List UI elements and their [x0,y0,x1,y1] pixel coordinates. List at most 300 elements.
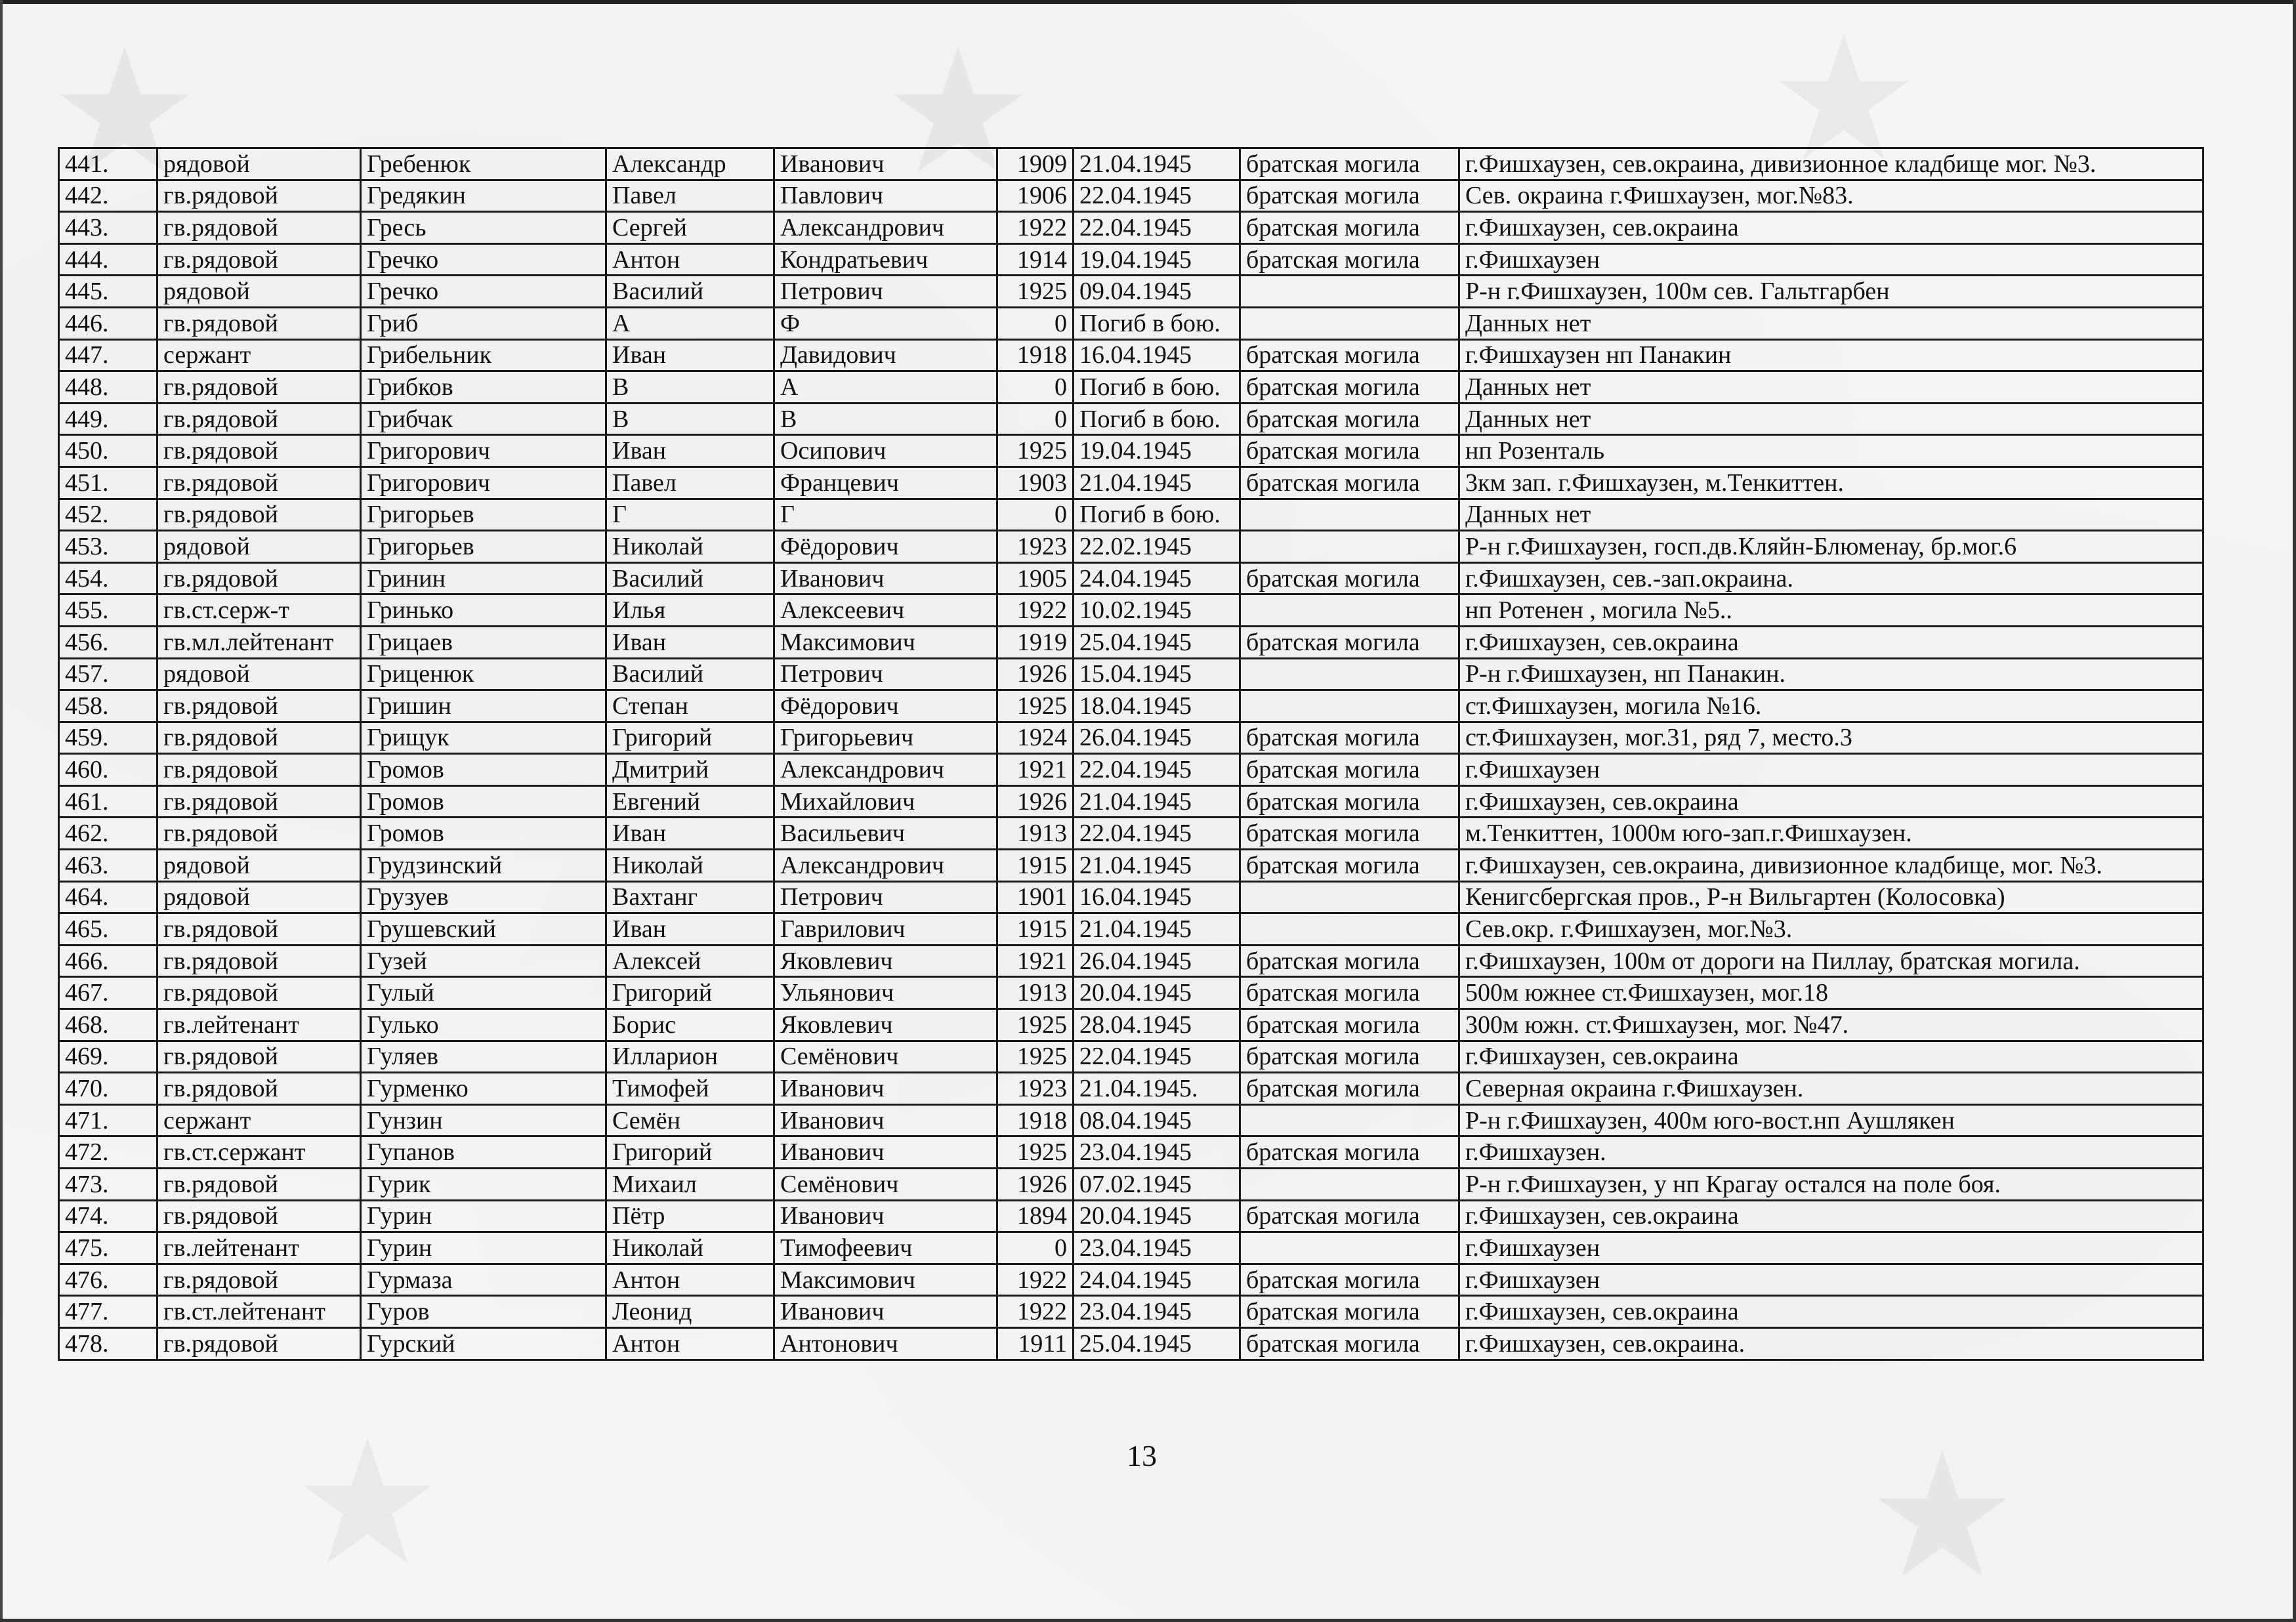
scan-edge-right [2293,0,2296,1622]
table-row [59,690,2203,722]
rank-cell: гв.рядовой [157,499,361,531]
burial-place-cell: Сев. окраина г.Фишхаузен, мог.№83. [1459,180,2203,212]
burial-place-cell: г.Фишхаузен нп Панакин [1459,339,2203,371]
death-date-cell: 08.04.1945 [1074,1104,1240,1136]
burial-type-cell: братская могила [1240,148,1459,180]
patronymic-cell: Максимович [774,626,997,658]
row-number-cell: 478. [59,1327,157,1360]
first-name-cell: Иван [606,818,774,850]
burial-type-cell: братская могила [1240,180,1459,212]
burial-type-cell: братская могила [1240,626,1459,658]
row-number-cell: 474. [59,1200,157,1232]
birth-year-cell: 1924 [997,722,1074,754]
first-name-cell: Вахтанг [606,881,774,913]
first-name-cell: Павел [606,467,774,499]
table-row [59,658,2203,690]
birth-year-cell: 1925 [997,1009,1074,1041]
burial-type-cell: братская могила [1240,562,1459,594]
death-date-cell: 22.04.1945 [1074,1041,1240,1073]
row-number-cell: 464. [59,881,157,913]
row-number-cell: 446. [59,307,157,339]
surname-cell: Грибков [361,371,606,404]
row-number-cell: 442. [59,180,157,212]
death-date-cell: Погиб в бою. [1074,499,1240,531]
first-name-cell: Николай [606,1232,774,1264]
surname-cell: Громов [361,818,606,850]
burial-type-cell: братская могила [1240,467,1459,499]
first-name-cell: Антон [606,1264,774,1296]
burial-place-cell: Р-н г.Фишхаузен, 100м сев. Гальтгарбен [1459,276,2203,308]
burial-place-cell: г.Фишхаузен, сев.окраина, дивизионное кладбище, мог. №3. [1459,850,2203,882]
row-number-cell: 455. [59,594,157,627]
table-row [59,1009,2203,1041]
burial-place-cell: г.Фишхаузен [1459,754,2203,786]
first-name-cell: Василий [606,658,774,690]
death-date-cell: 21.04.1945 [1074,913,1240,946]
rank-cell: гв.рядовой [157,1264,361,1296]
burial-place-cell: г.Фишхаузен, 100м от дороги на Пиллау, братская могила. [1459,945,2203,977]
patronymic-cell: Ф [774,307,997,339]
first-name-cell: Николай [606,531,774,563]
table-row [59,594,2203,627]
rank-cell: сержант [157,1104,361,1136]
rank-cell: рядовой [157,881,361,913]
rank-cell: гв.ст.сержант [157,1136,361,1169]
burial-type-cell: братская могила [1240,435,1459,467]
row-number-cell: 445. [59,276,157,308]
birth-year-cell: 1921 [997,945,1074,977]
patronymic-cell: Кондратьевич [774,243,997,276]
surname-cell: Грибельник [361,339,606,371]
death-date-cell: 21.04.1945 [1074,148,1240,180]
burial-type-cell [1240,276,1459,308]
row-number-cell: 462. [59,818,157,850]
death-date-cell: 24.04.1945 [1074,562,1240,594]
burial-type-cell [1240,913,1459,946]
birth-year-cell: 1925 [997,276,1074,308]
first-name-cell: Борис [606,1009,774,1041]
surname-cell: Гребенюк [361,148,606,180]
birth-year-cell: 0 [997,307,1074,339]
burial-type-cell [1240,531,1459,563]
rank-cell: гв.рядовой [157,1200,361,1232]
burial-type-cell: братская могила [1240,1264,1459,1296]
death-date-cell: 18.04.1945 [1074,690,1240,722]
surname-cell: Григорьев [361,531,606,563]
burial-place-cell: г.Фишхаузен, сев.окраина [1459,212,2203,244]
birth-year-cell: 1926 [997,1169,1074,1201]
table-row [59,1264,2203,1296]
rank-cell: гв.мл.лейтенант [157,626,361,658]
burial-place-cell: ст.Фишхаузен, могила №16. [1459,690,2203,722]
watermark-star-icon [1870,1444,2014,1588]
death-date-cell: 09.04.1945 [1074,276,1240,308]
first-name-cell: Антон [606,1327,774,1360]
burial-type-cell: братская могила [1240,243,1459,276]
burial-place-cell: г.Фишхаузен, сев.окраина [1459,1041,2203,1073]
patronymic-cell: Францевич [774,467,997,499]
row-number-cell: 468. [59,1009,157,1041]
rank-cell: гв.ст.серж-т [157,594,361,627]
burial-place-cell: г.Фишхаузен, сев.окраина [1459,785,2203,818]
table-row [59,148,2203,180]
birth-year-cell: 1925 [997,690,1074,722]
first-name-cell: Михаил [606,1169,774,1201]
patronymic-cell: Павлович [774,180,997,212]
death-date-cell: 16.04.1945 [1074,881,1240,913]
burial-type-cell: братская могила [1240,1073,1459,1105]
birth-year-cell: 1918 [997,339,1074,371]
burial-type-cell: братская могила [1240,1327,1459,1360]
first-name-cell: Иван [606,913,774,946]
birth-year-cell: 0 [997,499,1074,531]
death-date-cell: 19.04.1945 [1074,435,1240,467]
first-name-cell: Иван [606,339,774,371]
table-row [59,1200,2203,1232]
first-name-cell: Григорий [606,977,774,1009]
casualty-table-body [59,148,2203,1360]
burial-place-cell: ст.Фишхаузен, мог.31, ряд 7, место.3 [1459,722,2203,754]
burial-place-cell: г.Фишхаузен [1459,1264,2203,1296]
patronymic-cell: Ульянович [774,977,997,1009]
rank-cell: гв.рядовой [157,307,361,339]
table-row [59,754,2203,786]
rank-cell: рядовой [157,531,361,563]
surname-cell: Громов [361,785,606,818]
birth-year-cell: 1922 [997,594,1074,627]
row-number-cell: 448. [59,371,157,404]
burial-place-cell: г.Фишхаузен, сев.-зап.окраина. [1459,562,2203,594]
patronymic-cell: Иванович [774,1200,997,1232]
row-number-cell: 444. [59,243,157,276]
burial-place-cell: Р-н г.Фишхаузен, 400м юго-вост.нп Аушлякен [1459,1104,2203,1136]
burial-type-cell: братская могила [1240,722,1459,754]
patronymic-cell: Фёдорович [774,531,997,563]
surname-cell: Григорович [361,435,606,467]
burial-place-cell: г.Фишхаузен [1459,1232,2203,1264]
surname-cell: Грищук [361,722,606,754]
rank-cell: рядовой [157,850,361,882]
death-date-cell: 22.04.1945 [1074,754,1240,786]
burial-type-cell: братская могила [1240,403,1459,435]
surname-cell: Грибчак [361,403,606,435]
burial-type-cell [1240,690,1459,722]
patronymic-cell: Семёнович [774,1169,997,1201]
row-number-cell: 463. [59,850,157,882]
patronymic-cell: А [774,371,997,404]
row-number-cell: 449. [59,403,157,435]
patronymic-cell: Яковлевич [774,945,997,977]
scan-edge-left [0,0,3,1622]
row-number-cell: 456. [59,626,157,658]
birth-year-cell: 1925 [997,1041,1074,1073]
surname-cell: Григорович [361,467,606,499]
burial-type-cell [1240,881,1459,913]
birth-year-cell: 1901 [997,881,1074,913]
death-date-cell: 23.04.1945 [1074,1136,1240,1169]
birth-year-cell: 0 [997,371,1074,404]
first-name-cell: Пётр [606,1200,774,1232]
rank-cell: гв.рядовой [157,722,361,754]
surname-cell: Гриценюк [361,658,606,690]
table-row [59,1232,2203,1264]
rank-cell: гв.рядовой [157,180,361,212]
patronymic-cell: Петрович [774,658,997,690]
patronymic-cell: Максимович [774,1264,997,1296]
burial-place-cell: г.Фишхаузен, сев.окраина [1459,626,2203,658]
rank-cell: гв.рядовой [157,690,361,722]
table-row [59,722,2203,754]
death-date-cell: 24.04.1945 [1074,1264,1240,1296]
first-name-cell: Василий [606,562,774,594]
birth-year-cell: 1913 [997,818,1074,850]
burial-place-cell: Сев.окр. г.Фишхаузен, мог.№3. [1459,913,2203,946]
burial-type-cell: братская могила [1240,1296,1459,1328]
table-row [59,1327,2203,1360]
rank-cell: рядовой [157,148,361,180]
burial-type-cell: братская могила [1240,785,1459,818]
table-row [59,1104,2203,1136]
surname-cell: Громов [361,754,606,786]
surname-cell: Гупанов [361,1136,606,1169]
table-row [59,531,2203,563]
death-date-cell: 21.04.1945 [1074,785,1240,818]
row-number-cell: 454. [59,562,157,594]
death-date-cell: 21.04.1945 [1074,467,1240,499]
row-number-cell: 475. [59,1232,157,1264]
row-number-cell: 476. [59,1264,157,1296]
burial-type-cell [1240,594,1459,627]
row-number-cell: 441. [59,148,157,180]
table-row [59,881,2203,913]
first-name-cell: Александр [606,148,774,180]
death-date-cell: 25.04.1945 [1074,626,1240,658]
patronymic-cell: Фёдорович [774,690,997,722]
table-row [59,626,2203,658]
table-row [59,1073,2203,1105]
rank-cell: гв.рядовой [157,403,361,435]
burial-place-cell: Р-н г.Фишхаузен, госп.дв.Кляйн-Блюменау, бр.мог.6 [1459,531,2203,563]
patronymic-cell: Г [774,499,997,531]
first-name-cell: Семён [606,1104,774,1136]
table-row [59,977,2203,1009]
row-number-cell: 443. [59,212,157,244]
row-number-cell: 471. [59,1104,157,1136]
death-date-cell: 28.04.1945 [1074,1009,1240,1041]
burial-place-cell: Данных нет [1459,403,2203,435]
burial-type-cell [1240,307,1459,339]
patronymic-cell: Тимофеевич [774,1232,997,1264]
birth-year-cell: 1906 [997,180,1074,212]
row-number-cell: 459. [59,722,157,754]
surname-cell: Гурик [361,1169,606,1201]
surname-cell: Гунзин [361,1104,606,1136]
table-row [59,562,2203,594]
burial-place-cell: г.Фишхаузен [1459,243,2203,276]
burial-type-cell [1240,499,1459,531]
rank-cell: гв.рядовой [157,1073,361,1105]
burial-type-cell: братская могила [1240,212,1459,244]
patronymic-cell: Яковлевич [774,1009,997,1041]
surname-cell: Гурин [361,1200,606,1232]
row-number-cell: 451. [59,467,157,499]
birth-year-cell: 1915 [997,850,1074,882]
burial-place-cell: Данных нет [1459,307,2203,339]
burial-type-cell: братская могила [1240,1009,1459,1041]
patronymic-cell: Давидович [774,339,997,371]
patronymic-cell: Гаврилович [774,913,997,946]
burial-type-cell: братская могила [1240,818,1459,850]
burial-place-cell: Р-н г.Фишхаузен, у нп Крагау остался на поле боя. [1459,1169,2203,1201]
surname-cell: Гурский [361,1327,606,1360]
row-number-cell: 477. [59,1296,157,1328]
rank-cell: гв.рядовой [157,243,361,276]
table-row [59,499,2203,531]
burial-type-cell: братская могила [1240,850,1459,882]
casualty-table [58,147,2204,1361]
burial-place-cell: Кенигсбергская пров., Р-н Вильгартен (Колосовка) [1459,881,2203,913]
burial-type-cell: братская могила [1240,977,1459,1009]
burial-place-cell: г.Фишхаузен, сев.окраина [1459,1296,2203,1328]
patronymic-cell: Михайлович [774,785,997,818]
death-date-cell: 23.04.1945 [1074,1232,1240,1264]
burial-type-cell [1240,1232,1459,1264]
row-number-cell: 473. [59,1169,157,1201]
surname-cell: Гришин [361,690,606,722]
death-date-cell: 19.04.1945 [1074,243,1240,276]
surname-cell: Гурмаза [361,1264,606,1296]
table-row [59,1169,2203,1201]
first-name-cell: А [606,307,774,339]
death-date-cell: 21.04.1945 [1074,850,1240,882]
table-row [59,818,2203,850]
patronymic-cell: Иванович [774,1073,997,1105]
burial-type-cell: братская могила [1240,1041,1459,1073]
birth-year-cell: 1914 [997,243,1074,276]
table-row [59,945,2203,977]
patronymic-cell: Александрович [774,850,997,882]
first-name-cell: Дмитрий [606,754,774,786]
birth-year-cell: 1894 [997,1200,1074,1232]
death-date-cell: 26.04.1945 [1074,722,1240,754]
first-name-cell: В [606,403,774,435]
patronymic-cell: Семёнович [774,1041,997,1073]
birth-year-cell: 1926 [997,785,1074,818]
rank-cell: гв.рядовой [157,754,361,786]
row-number-cell: 466. [59,945,157,977]
burial-place-cell: г.Фишхаузен. [1459,1136,2203,1169]
surname-cell: Грицаев [361,626,606,658]
birth-year-cell: 1903 [997,467,1074,499]
row-number-cell: 453. [59,531,157,563]
first-name-cell: Николай [606,850,774,882]
birth-year-cell: 0 [997,403,1074,435]
table-row [59,276,2203,308]
first-name-cell: Иван [606,435,774,467]
first-name-cell: В [606,371,774,404]
rank-cell: гв.рядовой [157,467,361,499]
surname-cell: Гречко [361,276,606,308]
row-number-cell: 467. [59,977,157,1009]
burial-place-cell: Данных нет [1459,371,2203,404]
burial-place-cell: 3км зап. г.Фишхаузен, м.Тенкиттен. [1459,467,2203,499]
patronymic-cell: Алексеевич [774,594,997,627]
surname-cell: Гулько [361,1009,606,1041]
patronymic-cell: Васильевич [774,818,997,850]
patronymic-cell: Иванович [774,1296,997,1328]
patronymic-cell: Осипович [774,435,997,467]
table-row [59,403,2203,435]
surname-cell: Грудзинский [361,850,606,882]
burial-type-cell [1240,1169,1459,1201]
surname-cell: Григорьев [361,499,606,531]
table-row [59,435,2203,467]
death-date-cell: 22.04.1945 [1074,212,1240,244]
birth-year-cell: 1922 [997,1264,1074,1296]
table-row [59,467,2203,499]
birth-year-cell: 1922 [997,212,1074,244]
death-date-cell: 16.04.1945 [1074,339,1240,371]
death-date-cell: 22.02.1945 [1074,531,1240,563]
death-date-cell: 15.04.1945 [1074,658,1240,690]
rank-cell: гв.рядовой [157,562,361,594]
row-number-cell: 461. [59,785,157,818]
surname-cell: Гриб [361,307,606,339]
patronymic-cell: Александрович [774,754,997,786]
birth-year-cell: 1922 [997,1296,1074,1328]
first-name-cell: Тимофей [606,1073,774,1105]
birth-year-cell: 1918 [997,1104,1074,1136]
first-name-cell: Иван [606,626,774,658]
surname-cell: Гуляев [361,1041,606,1073]
first-name-cell: Степан [606,690,774,722]
burial-type-cell: братская могила [1240,1136,1459,1169]
row-number-cell: 450. [59,435,157,467]
page-number: 13 [1127,1439,1157,1472]
death-date-cell: 20.04.1945 [1074,1200,1240,1232]
table-row [59,785,2203,818]
death-date-cell: 20.04.1945 [1074,977,1240,1009]
first-name-cell: Илларион [606,1041,774,1073]
row-number-cell: 457. [59,658,157,690]
first-name-cell: Павел [606,180,774,212]
burial-type-cell: братская могила [1240,339,1459,371]
burial-place-cell: Данных нет [1459,499,2203,531]
row-number-cell: 470. [59,1073,157,1105]
patronymic-cell: Антонович [774,1327,997,1360]
birth-year-cell: 0 [997,1232,1074,1264]
patronymic-cell: Иванович [774,562,997,594]
rank-cell: гв.рядовой [157,913,361,946]
rank-cell: гв.рядовой [157,785,361,818]
table-row [59,180,2203,212]
death-date-cell: 25.04.1945 [1074,1327,1240,1360]
table-row [59,212,2203,244]
first-name-cell: Г [606,499,774,531]
surname-cell: Гурменко [361,1073,606,1105]
birth-year-cell: 1921 [997,754,1074,786]
birth-year-cell: 1926 [997,658,1074,690]
surname-cell: Грузуев [361,881,606,913]
birth-year-cell: 1925 [997,1136,1074,1169]
rank-cell: гв.лейтенант [157,1009,361,1041]
burial-place-cell: г.Фишхаузен, сев.окраина [1459,1200,2203,1232]
birth-year-cell: 1915 [997,913,1074,946]
rank-cell: гв.рядовой [157,818,361,850]
row-number-cell: 472. [59,1136,157,1169]
rank-cell: гв.рядовой [157,371,361,404]
burial-type-cell: братская могила [1240,945,1459,977]
